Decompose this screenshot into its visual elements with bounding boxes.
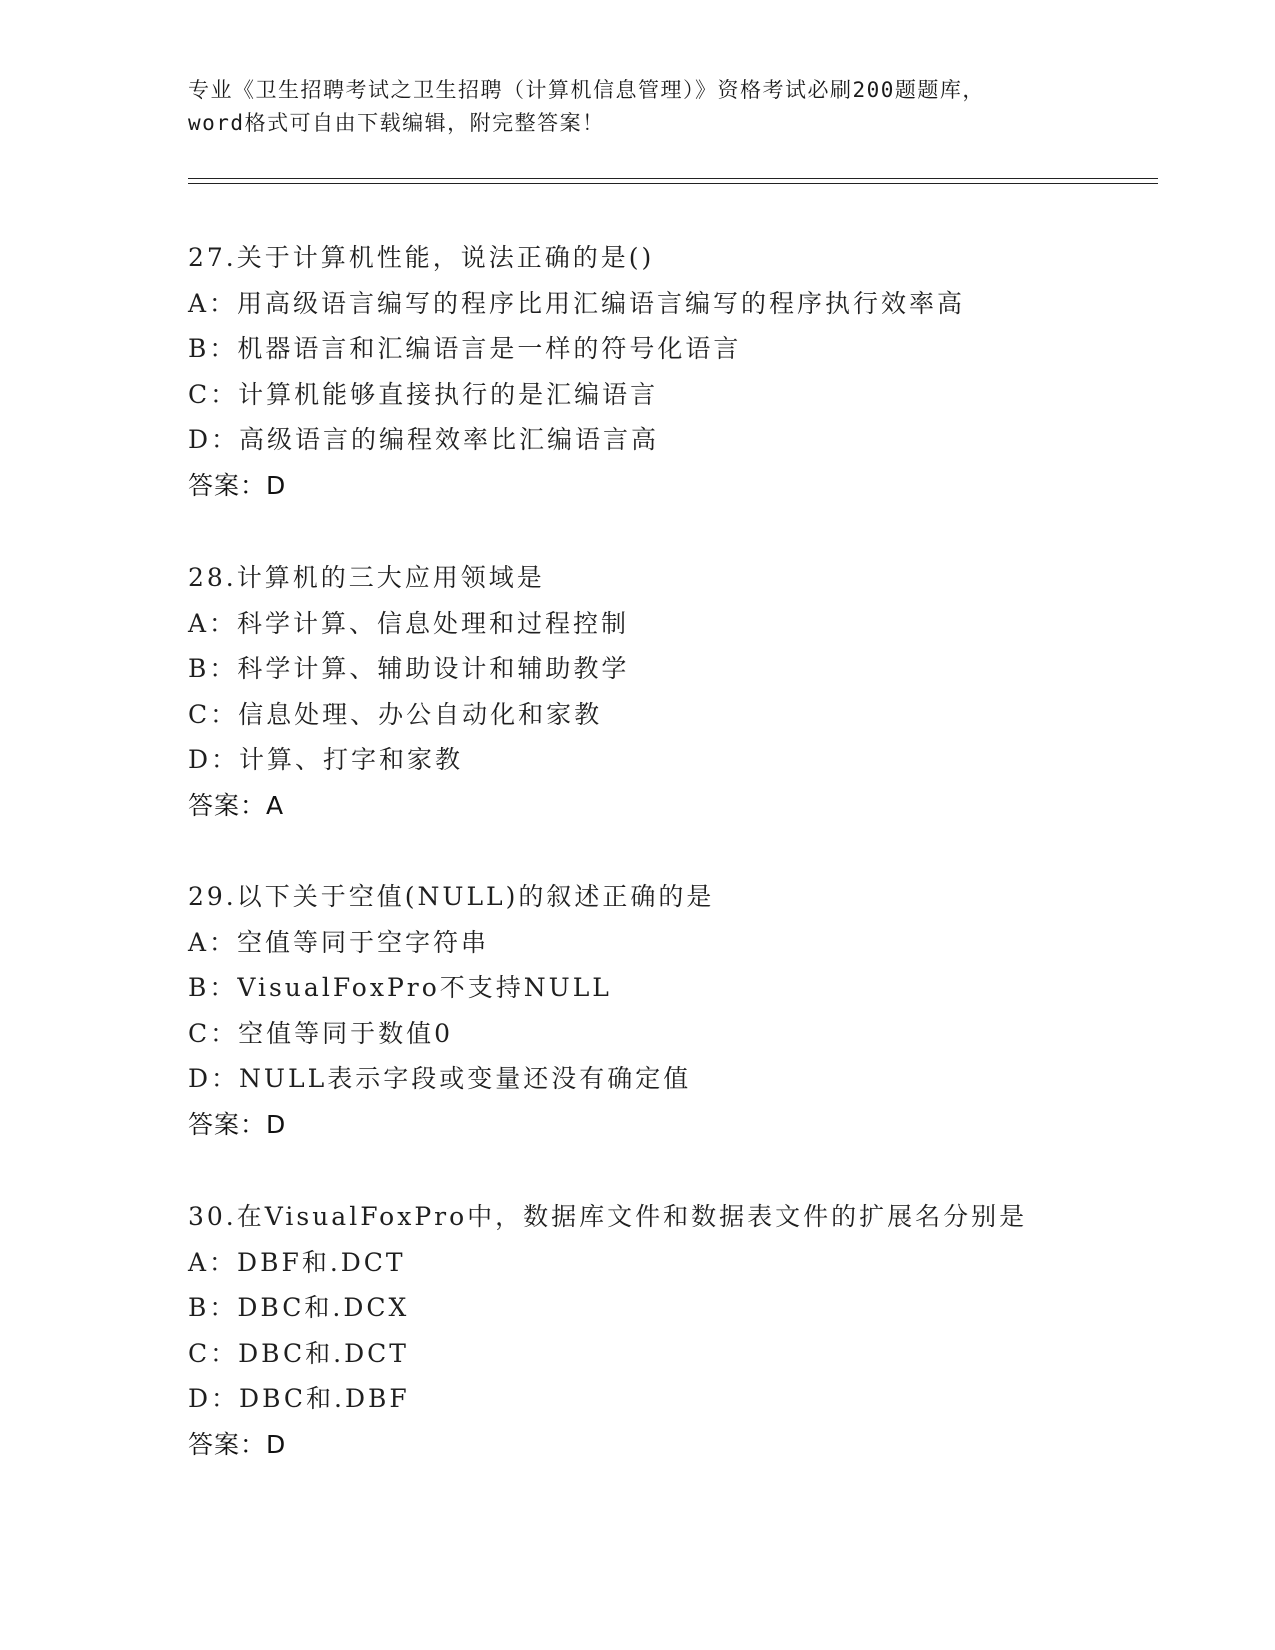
option-d: D：高级语言的编程效率比汇编语言高: [188, 425, 660, 454]
option-b: B：科学计算、辅助设计和辅助教学: [188, 654, 630, 683]
option-a: A：空值等同于空字符串: [188, 927, 490, 957]
option-b: B：DBC和.DCX: [188, 1293, 410, 1322]
option-c: C：计算机能够直接执行的是汇编语言: [188, 379, 659, 409]
option-c: C：DBC和.DCT: [188, 1338, 409, 1368]
answer-line: 答案：A: [188, 790, 285, 820]
option-c: C：信息处理、办公自动化和家教: [188, 699, 603, 729]
option-a: A：科学计算、信息处理和过程控制: [188, 608, 630, 638]
question-29: [188, 874, 1168, 1147]
option-a: A：用高级语言编写的程序比用汇编语言编写的程序执行效率高: [188, 288, 966, 318]
question-stem: 28.计算机的三大应用领域是: [188, 563, 545, 592]
answer-line: 答案：D: [188, 470, 287, 500]
option-c: C：空值等同于数值0: [188, 1018, 454, 1048]
option-b: B：机器语言和汇编语言是一样的符号化语言: [188, 334, 742, 363]
question-stem: 29.以下关于空值(NULL)的叙述正确的是: [188, 882, 715, 911]
question-30: [188, 1194, 1168, 1467]
answer-line: 答案：D: [188, 1429, 287, 1459]
answer-line: 答案：D: [188, 1109, 287, 1139]
header-divider-top: [188, 178, 1158, 179]
question-27: [188, 235, 1168, 508]
option-d: D：DBC和.DBF: [188, 1384, 410, 1413]
option-a: A：DBF和.DCT: [188, 1247, 406, 1277]
header-title-line-2: word格式可自由下载编辑，附完整答案！: [188, 111, 605, 135]
header-divider-bottom: [188, 183, 1158, 184]
option-d: D：计算、打字和家教: [188, 745, 464, 774]
option-b: B：VisualFoxPro不支持NULL: [188, 973, 612, 1002]
question-stem: 27.关于计算机性能，说法正确的是(): [188, 243, 655, 272]
header-title-line-1: 专业《卫生招聘考试之卫生招聘（计算机信息管理）》资格考试必刷200题题库，: [188, 78, 985, 102]
document-header: [188, 74, 1088, 140]
question-28: [188, 555, 1168, 828]
option-d: D：NULL表示字段或变量还没有确定值: [188, 1064, 692, 1093]
question-stem: 30.在VisualFoxPro中，数据库文件和数据表文件的扩展名分别是: [188, 1202, 1028, 1231]
